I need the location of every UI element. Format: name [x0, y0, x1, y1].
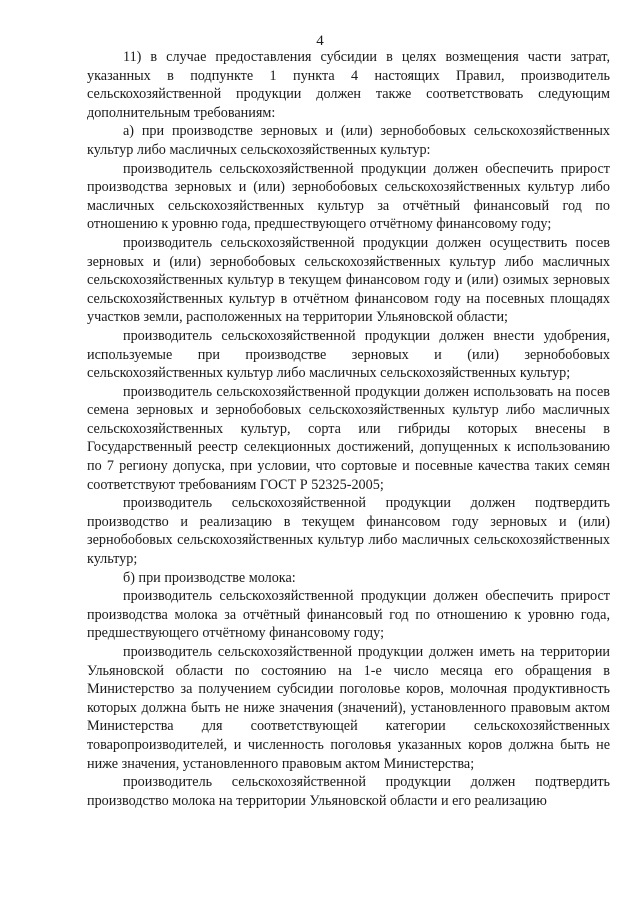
- paragraph-subitem-a: а) при производстве зерновых и (или) зернобобовых сельскохозяйственных культур либо масличных сельскохозяйственных культур:: [87, 123, 610, 158]
- paragraph-grain-sales: производитель сельскохозяйственной продукции должен подтвердить производство и реализацию в текущем финансовом году зерновых и (или) зернобобовых сельскохозяйственных культур либо масличных сельскохозяйственных культур;: [87, 495, 610, 568]
- paragraph-seeds: производитель сельскохозяйственной продукции должен использовать на посев семена зерновых и зернобобовых сельскохозяйственных культур либо масличных сельскохозяйственных культур, сорта или гибриды которых внесены в Государственный реестр селекционных достижений, допущенных к использованию по 7 региону допуска, при условии, что сортовые и посевные качества таких семян соответствуют требованиям ГОСТ Р 52325-2005;: [87, 383, 610, 493]
- paragraph-cow-herd: производитель сельскохозяйственной продукции должен иметь на территории Ульяновской области по состоянию на 1-е число месяца его обращения в Министерство за получением субсидии поголовье коров, молочная продуктивность которых должна быть не ниже значения (значений), установленного правовым актом Министерства для соответствующей категории сельскохозяйственных товаропроизводителей, и численность поголовья указанных коров должна быть не ниже значения, установленного правовым актом Министерства;: [87, 644, 610, 772]
- paragraph-milk-growth: производитель сельскохозяйственной продукции должен обеспечить прирост производства молока за отчётный финансовый год по отношению к уровню года, предшествующего отчётному финансовому году;: [87, 588, 610, 642]
- paragraph-grain-sowing: производитель сельскохозяйственной продукции должен осуществить посев зерновых и (или) зернобобовых сельскохозяйственных культур либо масличных сельскохозяйственных культур в текущем финансовом году и (или) озимых зерновых сельскохозяйственных культур в отчётном финансовом году на посевных площадях участков земли, расположенных на территории Ульяновской области;: [87, 234, 610, 326]
- paragraph-fertilizer: производитель сельскохозяйственной продукции должен внести удобрения, используемые при производстве зерновых и (или) зернобобовых сельскохозяйственных культур либо масличных сельскохозяйственных культур;: [87, 327, 610, 382]
- paragraph-item-11: 11) в случае предоставления субсидии в целях возмещения части затрат, указанных в подпункте 1 пункта 4 настоящих Правил, производитель сельскохозяйственной продукции должен также соответствовать следующим дополнительным требованиям:: [87, 49, 610, 121]
- paragraph-milk-sales: производитель сельскохозяйственной продукции должен подтвердить производство молока на территории Ульяновской области и его реализацию: [87, 774, 610, 809]
- paragraph-grain-growth: производитель сельскохозяйственной продукции должен обеспечить прирост производства зерновых и (или) зернобобовых сельскохозяйственных культур либо масличных сельскохозяйственных культур за отчётный финансовый год по отношению к уровню года, предшествующего отчётному финансовому году;: [87, 160, 610, 233]
- page-number: 4: [316, 33, 324, 49]
- paragraph-subitem-b: б) при производстве молока:: [123, 569, 296, 586]
- document-body: [87, 48, 610, 810]
